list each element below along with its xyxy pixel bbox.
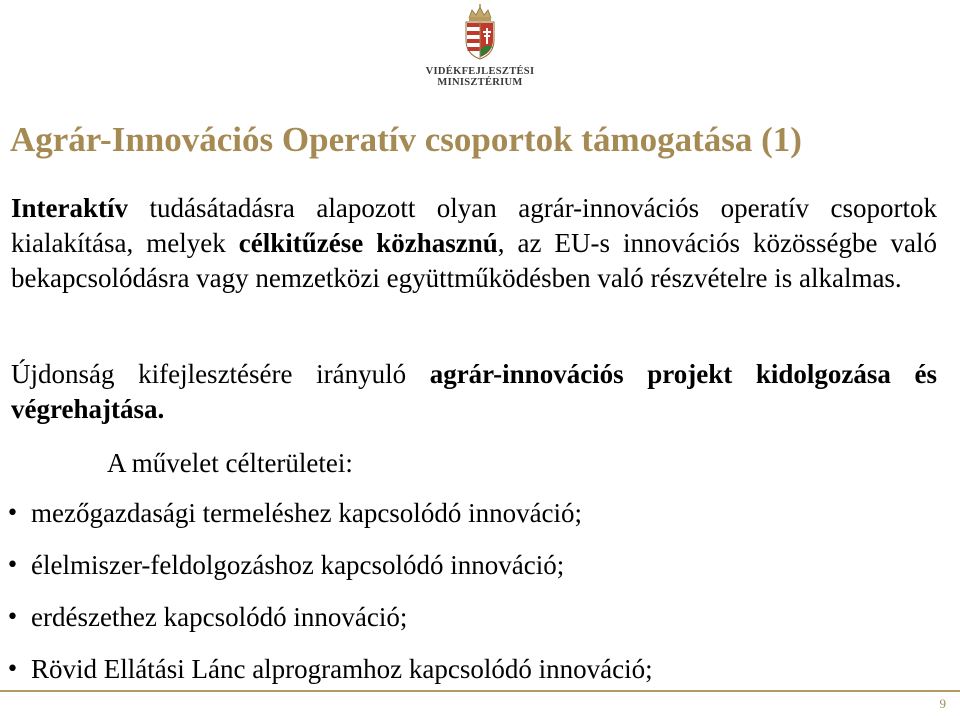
- footer-divider: [0, 690, 960, 692]
- list-item-text: élelmiszer-feldolgozáshoz kapcsolódó innováció;: [31, 550, 565, 580]
- bold-objective: célkitűzése közhasznú: [238, 228, 498, 258]
- bullet-icon: •: [6, 657, 19, 682]
- target-areas-list: [6, 496, 936, 704]
- paragraph-text: Újdonság kifejlesztésére irányuló: [11, 359, 407, 389]
- list-item: [6, 652, 936, 687]
- list-item: [6, 548, 936, 583]
- ministry-name-line2: MINISZTÉRIUM: [437, 77, 523, 88]
- ministry-name-line1: VIDÉKFEJLESZTÉSI: [425, 66, 535, 77]
- slide-title: Agrár-Innovációs Operatív csoportok támogatása (1): [10, 120, 802, 159]
- list-item-text: Rövid Ellátási Lánc alprogramhoz kapcsolódó innováció;: [31, 654, 653, 684]
- list-item: [6, 600, 936, 635]
- bold-interactive: Interaktív: [11, 193, 128, 223]
- paragraph-text: tudásátadásra alapozott olyan agrár-innovációs operatív csoportok kialakítása, melyek: [11, 193, 937, 258]
- bullet-icon: •: [6, 501, 19, 526]
- paragraph-innovation-project: [11, 357, 937, 427]
- page-number: 9: [939, 696, 946, 711]
- list-item-text: erdészethez kapcsolódó innováció;: [31, 602, 408, 632]
- paragraph-operative-groups: [11, 191, 937, 296]
- ministry-logo: [0, 4, 960, 88]
- bullet-icon: •: [6, 605, 19, 630]
- list-item: [6, 496, 936, 531]
- target-areas-heading: A művelet célterületei:: [107, 448, 353, 478]
- list-item-text: mezőgazdasági termeléshez kapcsolódó innováció;: [31, 498, 583, 528]
- bold-project: agrár-innovációs projekt kidolgozása és végrehajtása.: [11, 359, 938, 424]
- bullet-icon: •: [6, 553, 19, 578]
- hungarian-coat-of-arms-icon: [461, 4, 499, 60]
- paragraph-text-end: , az EU-s innovációs közösségbe való bekapcsolódásra vagy nemzetközi együttműködésben való részvételre is alkalmas.: [11, 228, 938, 293]
